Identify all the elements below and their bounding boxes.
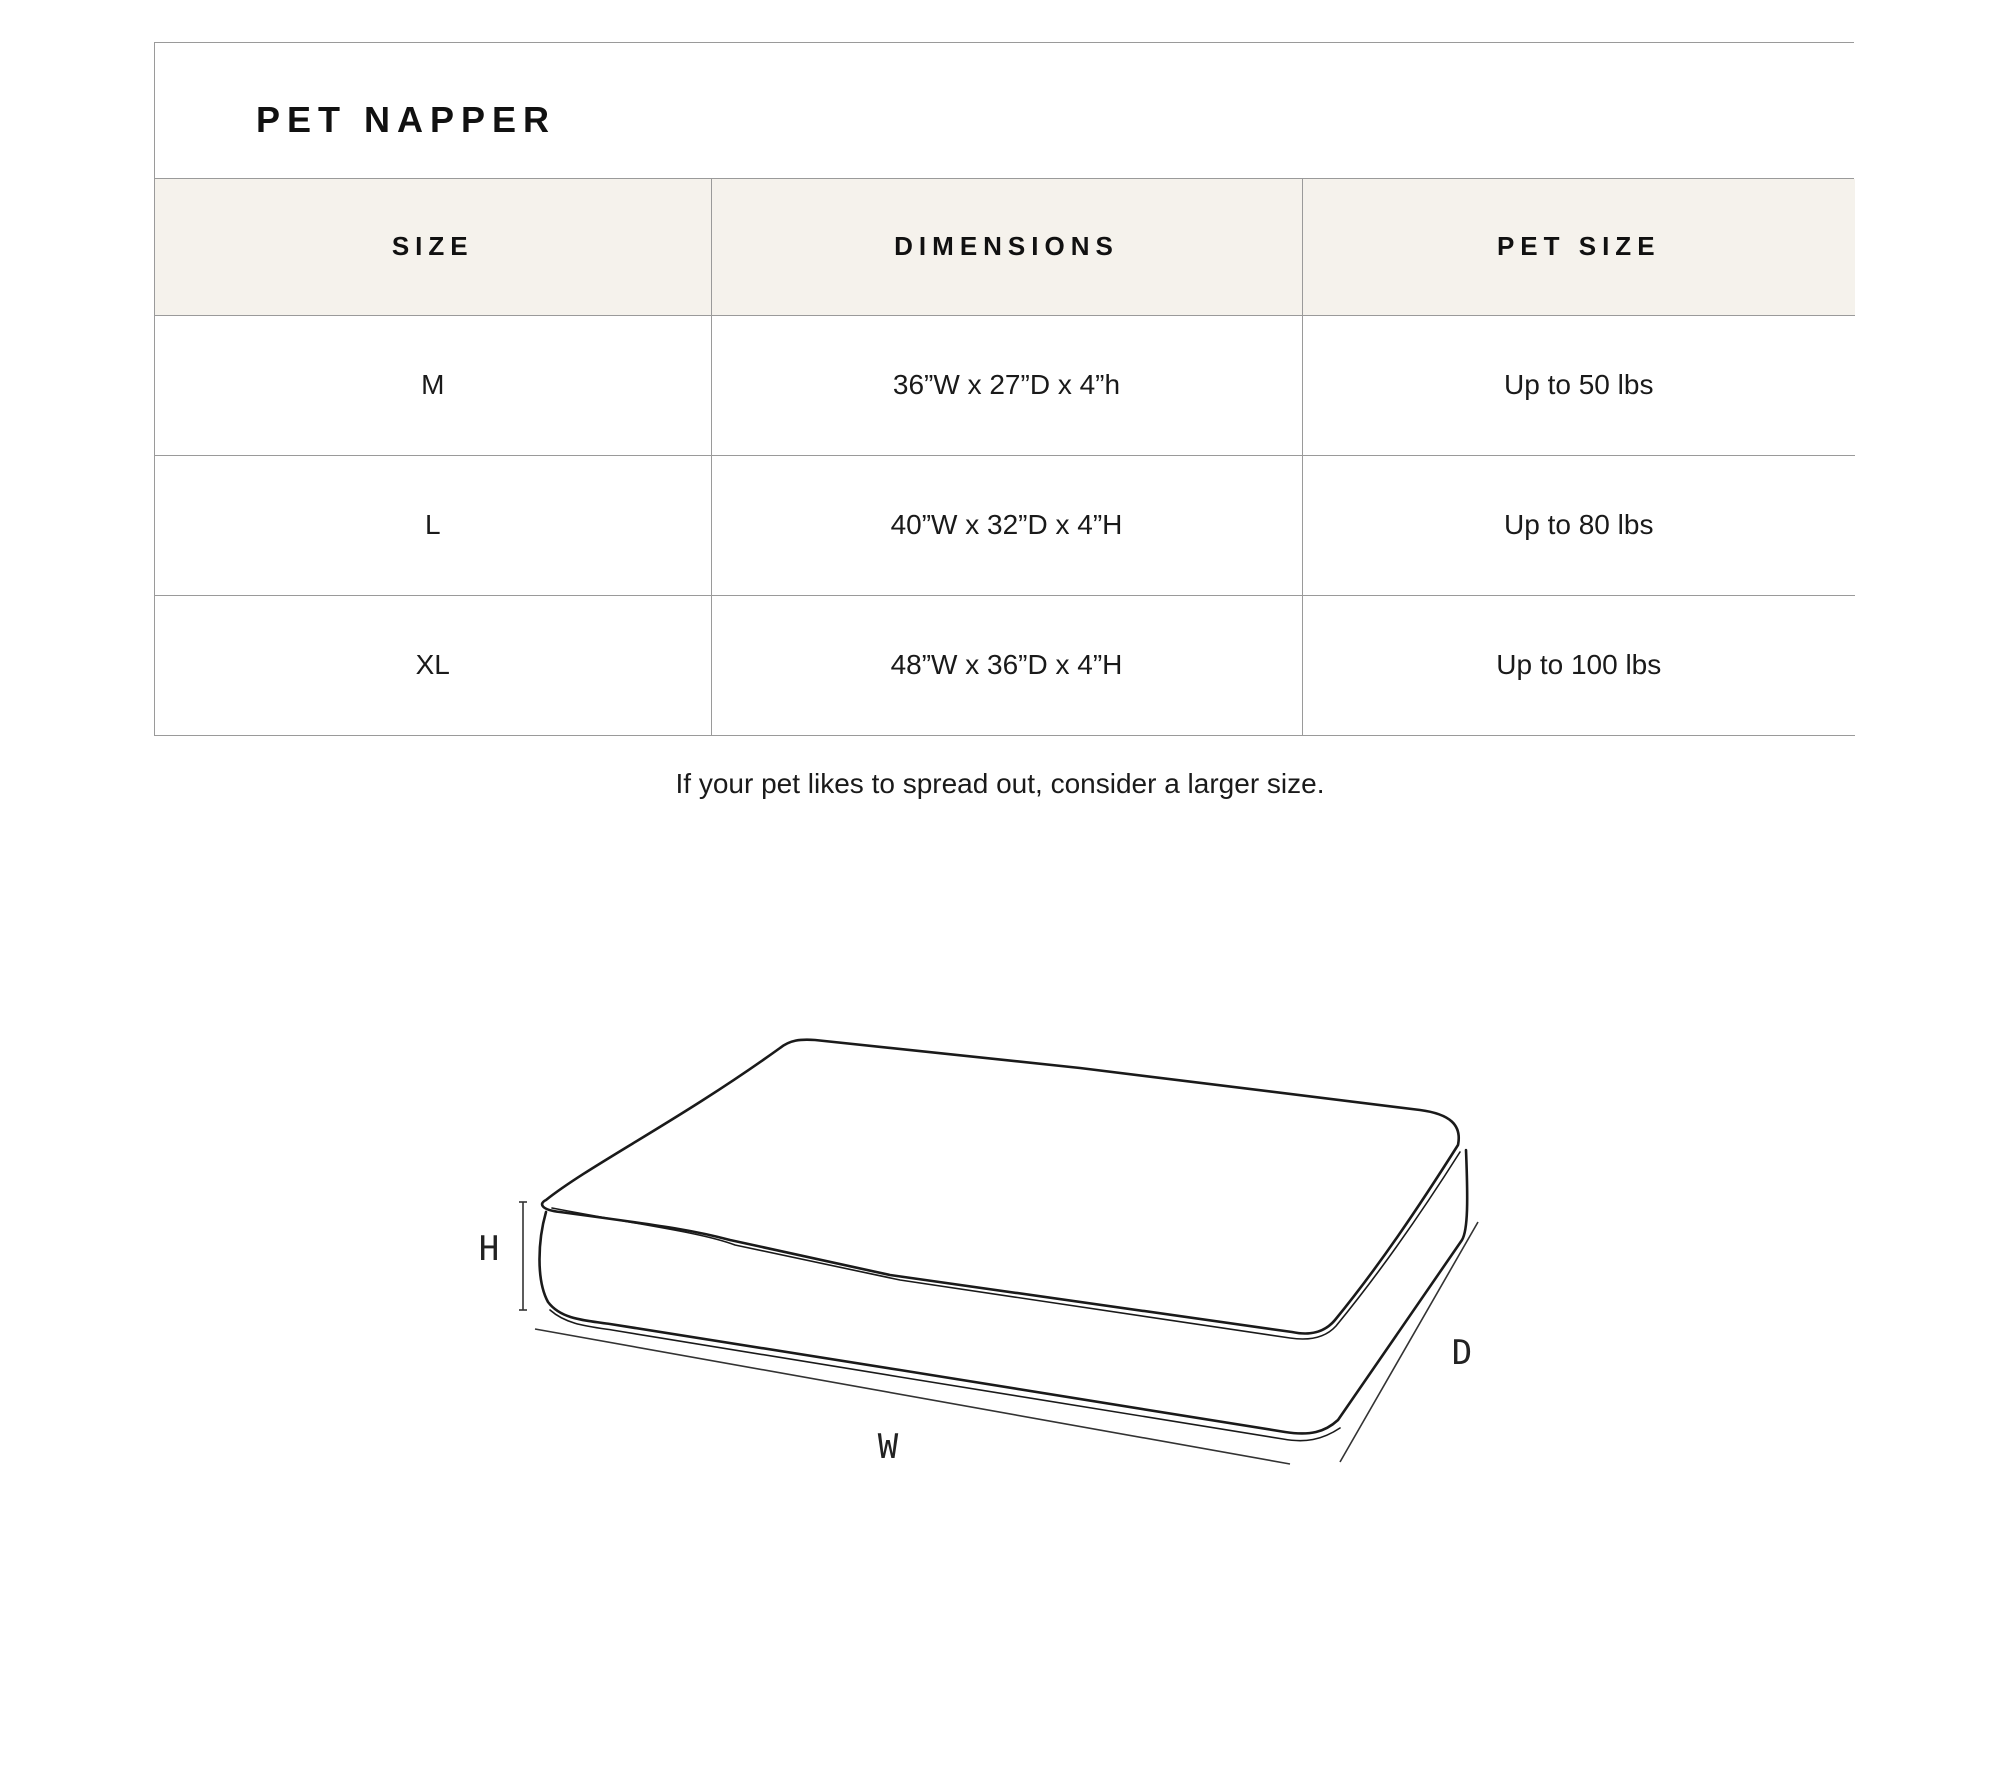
table-row: [155, 455, 1855, 595]
bed-front-bottom: [540, 1150, 1468, 1434]
bed-illustration: [540, 1040, 1468, 1441]
cell-dimensions: 36”W x 27”D x 4”h: [711, 315, 1302, 455]
header-size: SIZE: [155, 179, 711, 315]
width-label: W: [877, 1427, 899, 1467]
cell-size: L: [155, 455, 711, 595]
table-row: [155, 315, 1855, 455]
table-row: [155, 595, 1855, 735]
size-chart: [154, 42, 1854, 736]
bed-piping: [552, 1152, 1460, 1339]
header-pet-size: PET SIZE: [1302, 179, 1855, 315]
depth-dimension-line: [1340, 1222, 1478, 1462]
header-dimensions: DIMENSIONS: [711, 179, 1302, 315]
height-label: H: [478, 1229, 500, 1269]
depth-label: D: [1451, 1333, 1473, 1373]
title-row: [155, 43, 1854, 179]
cell-pet-size: Up to 80 lbs: [1302, 455, 1855, 595]
size-advice-note: If your pet likes to spread out, consider a larger size.: [675, 768, 1325, 799]
bed-base-seam: [550, 1310, 1340, 1441]
bed-top-outline: [542, 1040, 1459, 1334]
product-title: PET NAPPER: [256, 99, 557, 140]
cell-pet-size: Up to 50 lbs: [1302, 315, 1855, 455]
cell-size: XL: [155, 595, 711, 735]
dimension-guides: [519, 1202, 1478, 1464]
cell-dimensions: 40”W x 32”D x 4”H: [711, 455, 1302, 595]
size-table: [155, 179, 1855, 736]
width-dimension-line: [535, 1329, 1290, 1464]
cell-size: M: [155, 315, 711, 455]
table-header-row: [155, 179, 1855, 315]
cell-pet-size: Up to 100 lbs: [1302, 595, 1855, 735]
cell-dimensions: 48”W x 36”D x 4”H: [711, 595, 1302, 735]
